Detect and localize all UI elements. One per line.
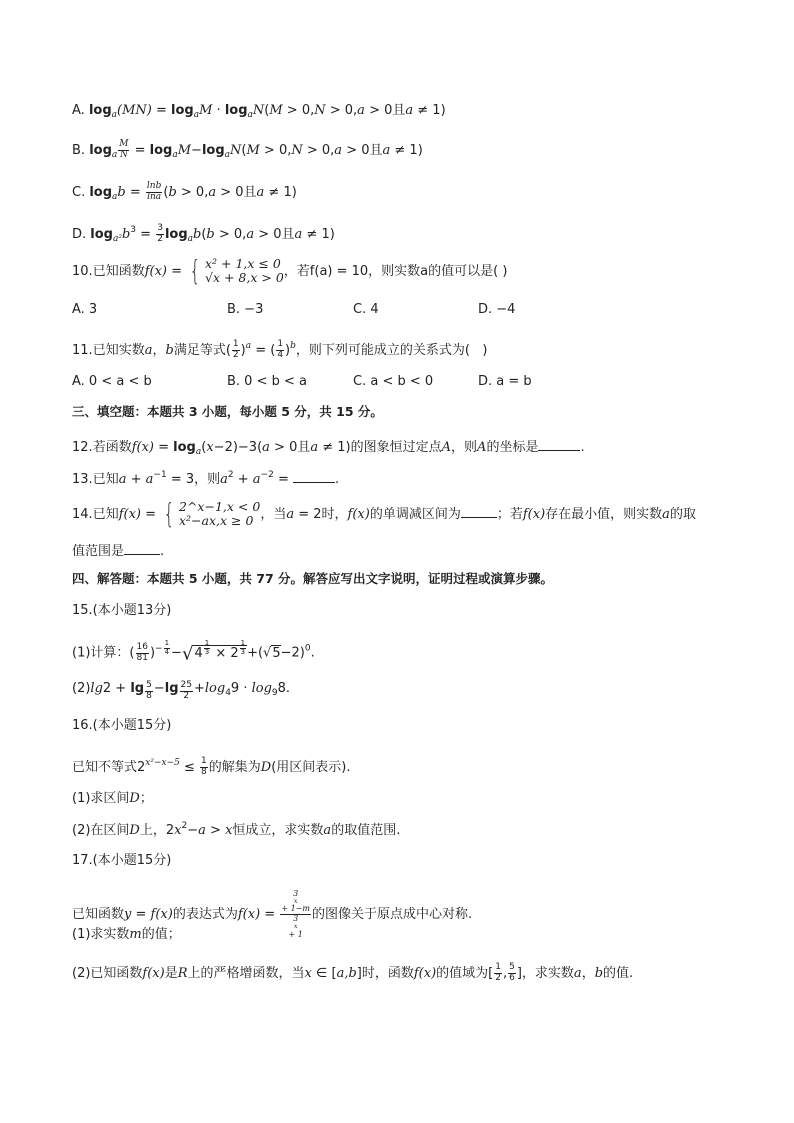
q16-header: 16.(本小题15分) (72, 718, 172, 733)
q16-stem: 已知不等式$2^{x^2-x-5}$ ≤ $\frac{1}{8}$ 的解集为D(用区间表示). (72, 756, 351, 777)
q13-number: 13. (72, 472, 93, 487)
q12-number: 12. (72, 440, 93, 455)
q16-part-2: (2)在区间D上，$2x^2-a > x$恒成立，求实数a的取值范围. (72, 821, 401, 838)
q12-answer-blank[interactable] (538, 438, 580, 451)
option-a-prev: A. $\log_a(MN) = \log_aM \cdot \log_aN(M > 0,N > 0,a > 0$且a ≠ 1) (72, 103, 446, 120)
option-c-prev: C. $\log_ab$ = $\frac{\ln b}{\ln a}$ (b > 0,a > 0且a ≠ 1) (72, 181, 297, 202)
q14-number: 14. (72, 506, 93, 522)
q14-blank-1[interactable] (461, 505, 497, 518)
q11-number: 11. (72, 342, 93, 358)
q10-option-b[interactable]: B. −3 (227, 302, 264, 317)
q10-case-1: x² + 1,x ≤ 0 (205, 256, 281, 271)
q14-case-1: 2^x−1,x < 0 (179, 499, 261, 514)
q15-header: 15.(本小题13分) (72, 603, 172, 618)
q10-case-2: √x + 8,x > 0 (205, 270, 284, 286)
q14-blank-2[interactable] (124, 542, 160, 555)
question-10: 10.已知函数f(x) = { x² + 1,x ≤ 0 √x + 8,x > 0 ，若f(a) = 10，则实数a的值可以是( ) (72, 254, 508, 288)
question-12: 12.若函数$f(x) = \log_a(x-2)-3(a > 0$且a ≠ 1)的图象恒过定点A，则A的坐标是 . (72, 440, 585, 457)
question-13: 13.已知$a + a^{-1} = 3$，则$a^2 + a^{-2}$ = . (72, 470, 340, 487)
q10-stem-post: ，若f(a) = 10，则实数a的值可以是( ) (283, 263, 508, 279)
section-4-heading: 四、解答题：本题共 5 小题，共 77 分。解答应写出文字说明，证明过程或演算步骤。 (72, 571, 554, 586)
q11-option-a[interactable]: A. 0 < a < b (72, 374, 152, 389)
q10-option-c[interactable]: C. 4 (353, 302, 379, 317)
q14-line-2: 值范围是 . (72, 544, 165, 559)
q13-answer-blank[interactable] (293, 470, 335, 483)
q11-option-b[interactable]: B. 0 < b < a (227, 374, 307, 389)
question-14: 14.已知f(x) = { 2^x−1,x < 0 x²−ax,x ≥ 0 ，当a = 2时，f(x)的单调减区间为 ；若f(x)存在最小值，则实数a的取 (72, 497, 696, 531)
q11-option-d[interactable]: D. a = b (478, 374, 532, 389)
q10-number: 10. (72, 263, 93, 279)
q15-part-1: (1)计算：( $\frac{16}{81}$ )$^{- \frac{1}{4}}$ −√4 $^{\frac{1}{3}}$ × 2 $^{\frac{1}{3}}$ $+(√5-2)^0$. (72, 639, 315, 665)
q17-header: 17.(本小题15分) (72, 853, 172, 868)
option-b-prev: B. $\log_a$ $\frac{M}{N}$ = $\log_aM-\log_aN(M > 0,N > 0,a > 0$且a ≠ 1) (72, 139, 423, 160)
q10-option-a[interactable]: A. 3 (72, 302, 98, 317)
option-d-prev: D. $\log_{a^2}b^3$ = $\frac{3}{2}$ $\log_ab(b > 0,a > 0$且a ≠ 1) (72, 223, 335, 244)
q16-part-1: (1)求区间D； (72, 791, 153, 806)
q17-stem: 已知函数y = f(x)的表达式为f(x) = 3 x + 1−m 3 x + 1 的图像关于原点成中心对称. (72, 889, 473, 939)
q15-part-2: (2)lg2 + lg $\frac{5}{8}$ −lg $\frac{25}{2}$ $+\log_49 \cdot \log_98$. (72, 680, 291, 701)
q17-part-2: (2)已知函数f(x)是R上的严格增函数，当x ∈ [a,b]时，函数f(x)的值域为[ $\frac{1}{2}$ , $\frac{5}{6}$ ]，求实数a，b的值. (72, 962, 634, 983)
q10-options (72, 303, 722, 317)
q17-part-1: (1)求实数m的值； (72, 927, 181, 942)
q14-case-2: x²−ax,x ≥ 0 (179, 513, 254, 529)
q10-option-d[interactable]: D. −4 (478, 302, 516, 317)
section-3-heading: 三、填空题：本题共 3 小题，每小题 5 分，共 15 分。 (72, 404, 383, 419)
q11-option-c[interactable]: C. a < b < 0 (353, 374, 434, 389)
q11-options (72, 375, 722, 389)
q10-stem-pre: 已知函数 (92, 263, 145, 279)
question-11: 11.已知实数a，b满足等式( $\frac{1}{2}$ )$^a$ = ( $\frac{1}{4}$ )$^b$，则下列可能成立的关系式为( ) (72, 339, 488, 360)
